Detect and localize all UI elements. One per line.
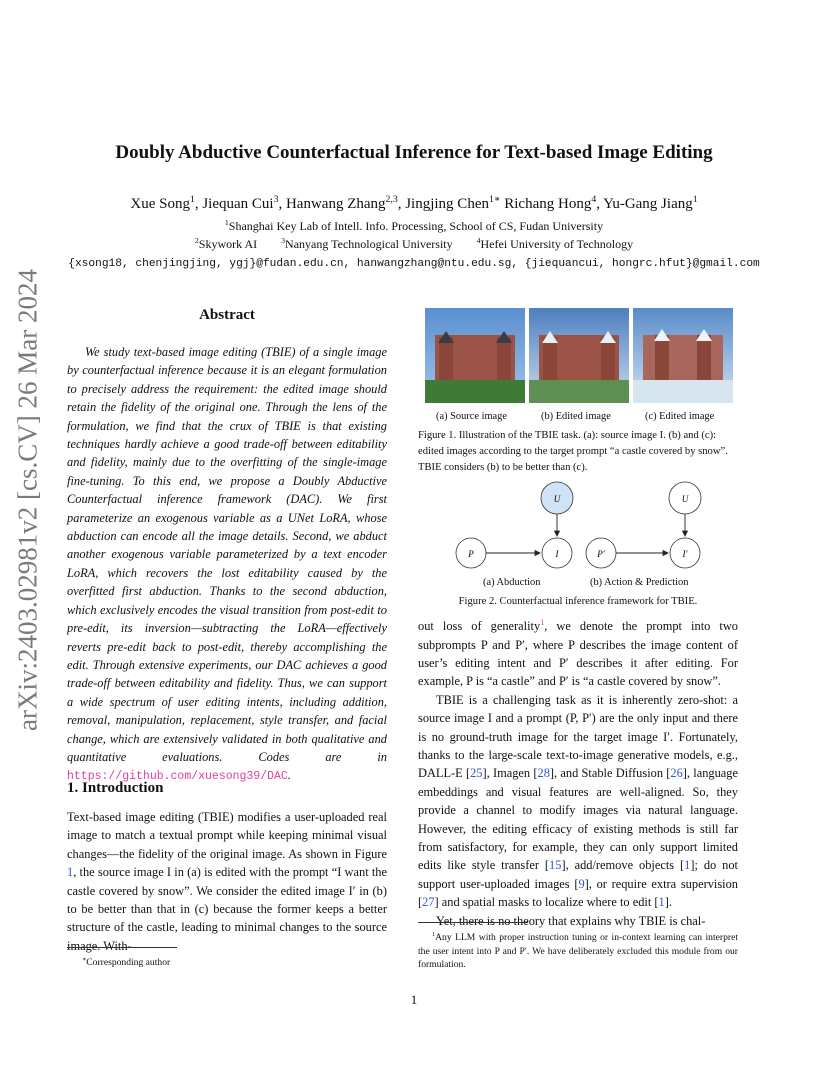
figure1-caption: Figure 1. Illustration of the TBIE task. (a): source image I. (b) and (c): edited images according to the target prompt “a castle covered by snow”. TBIE considers (b) to be better than (c). xyxy=(418,430,728,473)
figure2-subcaption-a: (a) Abduction xyxy=(483,577,541,588)
email-line: {xsong18, chenjingjing, ygj}@fudan.edu.cn, hanwangzhang@ntu.edu.sg, {jiequancui, hongrc.hfut}@gmail.com xyxy=(68,258,760,270)
abduction-graph xyxy=(456,482,573,568)
arxiv-stamp xyxy=(6,269,50,731)
node-u2-label: U xyxy=(681,494,689,504)
affiliation-line-1: $^1$Shanghai Key Lab of Intell. Info. Processing, School of CS, Fudan University xyxy=(224,218,604,233)
abstract-body: We study text-based image editing (TBIE) of a single image by counterfactual inference because it is an elegant formulation to precisely address the requirement: the edited image should retain the fidelity of the original one. Through the lens of the formulation, we find that the crux of TBIE is that existing techniques hardly achieve a good trade-off between editability and fidelity, mainly due to the overfitting of the single-image fine-tuning. To this end, we propose a Doubly Abductive Counterfactual inference framework (DAC). We first parameterize an exogenous variable as a UNet LoRA, whose abduction can encode all the image details. Second, we abduct another exogenous variable parameterized by a text encoder LoRA, which recovers the lost editability caused by the overfitted first abduction. Thanks to the second abduction, which exclusively encodes the visual transition from post-edit to pre-edit, its inversion—subtracting the LoRA—effectively reverts pre-edit back to post-edit, thereby accomplishing the edit. Through extensive experiments, our DAC achieves a good trade-off between editability and fidelity. Thus, we can support a wide spectrum of user editing intents, including addition, removal, manipulation, replacement, style transfer, and facial change, which are extensively validated in both qualitative and quantitative evaluations. Codes are in https://github.com/xuesong39/DAC. xyxy=(67,345,387,784)
corresponding-footnote: ∗Corresponding author xyxy=(82,956,171,969)
node-p-label: P xyxy=(468,549,474,559)
figure1-subcaption-c: (c) Edited image xyxy=(645,411,715,422)
page-number: 1 xyxy=(410,992,418,1007)
author: Jiequan Cui xyxy=(202,196,274,212)
section-heading-introduction: 1. Introduction xyxy=(67,780,164,796)
figure2-diagram xyxy=(418,476,738,576)
node-ip-label: I′ xyxy=(682,549,688,559)
author: Richang Hong xyxy=(504,196,592,212)
footnote-marker[interactable]: 1 xyxy=(540,618,545,627)
node-i-label: I xyxy=(555,549,559,559)
author-list: Xue Song$^1$, Jiequan Cui$^3$, Hanwang Zhang$^{2,3}$, Jingjing Chen$^{1∗}$ Richang Hong$^4$, Yu-Gang Jiang$^1$ xyxy=(130,194,698,212)
intro-paragraph: Text-based image editing (TBIE) modifies a user-uploaded real image to match a textual prompt while keeping minimal visual changes—the fidelity of the original image. As shown in Figure 1, the source image I in (a) is edited with the prompt “I want the castle covered by snow”. We consider the edited image I′ in (b) to be better than that in (c) because the former keeps a better structure of the castle, leading to minimal changes to the source image. With- xyxy=(67,810,387,953)
source-image xyxy=(425,308,525,403)
figure2-subcaption-b: (b) Action & Prediction xyxy=(590,577,689,588)
author: Yu-Gang Jiang xyxy=(603,196,693,212)
right-column-body: out loss of generality$^1$, we denote the prompt into two subprompts P and P′, where P describes the image content of user’s editing intent and P′ describes it after editing. For example, P is “a castle” and P′ is “a castle covered by snow”. TBIE is a challenging task as it is inherently zero-shot: a source image I and a prompt (P, P′) are the only input and there is no ground-truth image for the target image I′. Fortunately, thanks to the large-scale text-to-image generative models, e.g., DALL-E [25], Imagen [28], and Stable Diffusion [26], language embeddings and visual features are well-aligned. So, they provide a channel to modify images via natural language. However, the editing efficacy of existing methods is still far from satisfactory, for example, they can only support limited edits like style transfer [15], add/remove objects [1]; do not support user-uploaded images [9], or require extra supervision [27] and spatial masks to localize where to edit [1]. Yet, there is no theory that explains why TBIE is chal- xyxy=(418,618,738,928)
author: Jingjing Chen xyxy=(405,196,489,212)
edited-image-c xyxy=(633,308,733,403)
figure-ref[interactable]: 1 xyxy=(67,865,74,880)
node-u-label: U xyxy=(553,494,561,504)
affiliation-line-2: $^2$Skywork AI $^3$Nanyang Technological University $^4$Hefei University of Technology xyxy=(194,236,634,251)
action-prediction-graph xyxy=(586,482,701,568)
author: Xue Song xyxy=(130,196,190,212)
llm-footnote: $^1$Any LLM with proper instruction tuning or in-context learning can interpret the user intent into P and P′. We have deliberately excluded this module from our formulation. xyxy=(418,931,738,971)
footnote-rule-right xyxy=(418,922,528,923)
code-link[interactable]: https://github.com/xuesong39/DAC xyxy=(67,770,288,784)
edited-image-b xyxy=(529,308,629,403)
paper-title: Doubly Abductive Counterfactual Inference for Text-based Image Editing xyxy=(115,142,713,163)
figure2-caption: Figure 2. Counterfactual inference framework for TBIE. xyxy=(458,596,698,607)
author: Hanwang Zhang xyxy=(285,196,386,212)
node-pp-label: P′ xyxy=(597,549,605,559)
figure1-subcaption-a: (a) Source image xyxy=(436,411,507,422)
arxiv-id: arXiv:2403.02981v2 [cs.CV] 26 Mar 2024 xyxy=(12,269,43,731)
footnote-rule xyxy=(67,947,177,948)
figure1-subcaption-b: (b) Edited image xyxy=(541,411,611,422)
abstract-heading: Abstract xyxy=(199,307,255,323)
